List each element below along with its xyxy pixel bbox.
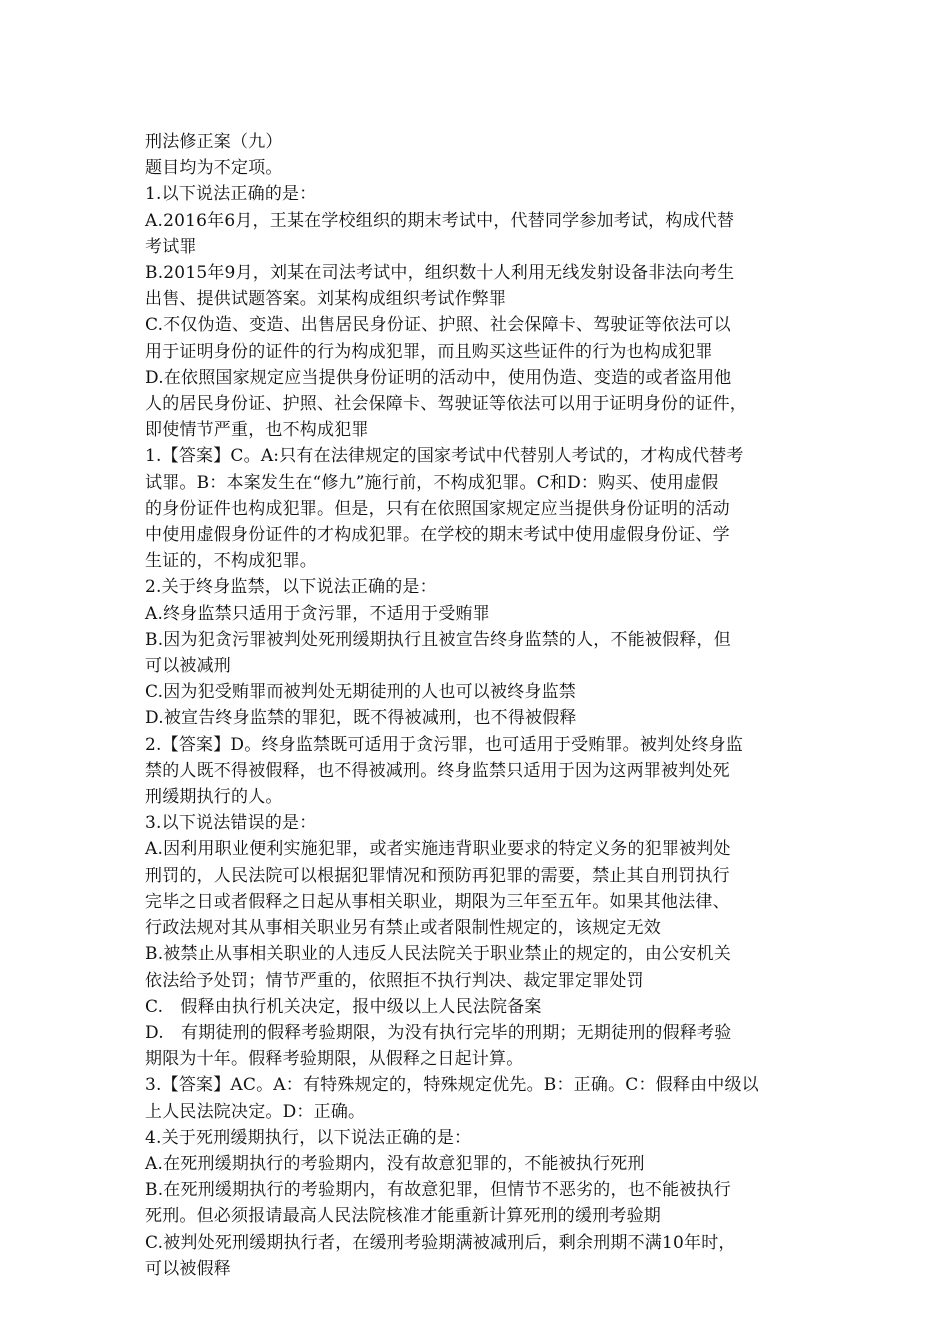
text-line: 1.以下说法正确的是： <box>145 184 317 205</box>
text-line: B.被禁止从事相关职业的人违反人民法院关于职业禁止的规定的，由公安机关 <box>145 944 731 965</box>
text-line: 中使用虚假身份证件的才构成犯罪。在学校的期末考试中使用虚假身份证、学 <box>145 525 730 546</box>
text-line: B.在死刑缓期执行的考验期内，有故意犯罪，但情节不恶劣的，也不能被执行 <box>145 1180 731 1201</box>
text-line: D.被宣告终身监禁的罪犯，既不得被减刑，也不得被假释 <box>145 708 577 729</box>
text-line: A.2016年6月，王某在学校组织的期末考试中，代替同学参加考试，构成代替 <box>145 210 735 231</box>
text-line: 2.关于终身监禁，以下说法正确的是： <box>145 577 437 598</box>
text-line: 刑缓期执行的人。 <box>145 787 283 808</box>
text-line: 4.关于死刑缓期执行，以下说法正确的是： <box>145 1127 472 1148</box>
text-line: 死刑。但必须报请最高人民法院核准才能重新计算死刑的缓刑考验期 <box>145 1206 661 1227</box>
text-line: 可以被假释 <box>145 1258 231 1279</box>
text-line: 用于证明身份的证件的行为构成犯罪，而且购买这些证件的行为也构成犯罪 <box>145 341 713 362</box>
text-line: D. 有期徒刑的假释考验期限，为没有执行完毕的刑期；无期徒刑的假释考验 <box>145 1022 732 1043</box>
text-line: 2.【答案】D。终身监禁既可适用于贪污罪，也可适用于受贿罪。被判处终身监 <box>145 734 744 755</box>
text-line: A.终身监禁只适用于贪污罪，不适用于受贿罪 <box>145 603 490 624</box>
text-line: C.被判处死刑缓期执行者，在缓刑考验期满被减刑后，剩余刑期不满10年时， <box>145 1232 736 1253</box>
text-line: 刑罚的，人民法院可以根据犯罪情况和预防再犯罪的需要，禁止其自刑罚执行 <box>145 865 730 886</box>
text-line: B.2015年9月，刘某在司法考试中，组织数十人利用无线发射设备非法向考生 <box>145 263 735 284</box>
text-line: 出售、提供试题答案。刘某构成组织考试作弊罪 <box>145 289 507 310</box>
text-line: C. 假释由执行机关决定，报中级以上人民法院备案 <box>145 996 542 1017</box>
text-line: 期限为十年。假释考验期限，从假释之日起计算。 <box>145 1049 524 1070</box>
text-line: 3.【答案】AC。A：有特殊规定的，特殊规定优先。B：正确。C：假释由中级以 <box>145 1075 759 1096</box>
text-line: 的身份证件也构成犯罪。但是，只有在依照国家规定应当提供身份证明的活动 <box>145 498 730 519</box>
text-line: 行政法规对其从事相关职业另有禁止或者限制性规定的，该规定无效 <box>145 918 661 939</box>
document-title: 刑法修正案（九） <box>145 132 283 152</box>
text-line: C.因为犯受贿罪而被判处无期徒刑的人也可以被终身监禁 <box>145 682 577 703</box>
document-text <box>145 155 810 1282</box>
text-line: 考试罪 <box>145 236 197 257</box>
text-line: 可以被减刑 <box>145 656 231 677</box>
text-line: D.在依照国家规定应当提供身份证明的活动中，使用伪造、变造的或者盗用他 <box>145 367 732 388</box>
text-line: C.不仅伪造、变造、出售居民身份证、护照、社会保障卡、驾驶证等依法可以 <box>145 315 731 336</box>
text-line: A.在死刑缓期执行的考验期内，没有故意犯罪的，不能被执行死刑 <box>145 1153 645 1174</box>
text-line: 即使情节严重，也不构成犯罪 <box>145 420 369 441</box>
text-line: B.因为犯贪污罪被判处死刑缓期执行且被宣告终身监禁的人，不能被假释，但 <box>145 629 731 650</box>
text-line: 3.以下说法错误的是： <box>145 813 317 834</box>
text-line: 试罪。B：本案发生在“修九”施行前，不构成犯罪。C和D：购买、使用虚假 <box>145 472 719 493</box>
document-body <box>145 129 810 1282</box>
text-line: 生证的，不构成犯罪。 <box>145 551 317 572</box>
text-line: 完毕之日或者假释之日起从事相关职业，期限为三年至五年。如果其他法律、 <box>145 891 730 912</box>
text-line: 题目均为不定项。 <box>145 158 283 179</box>
text-line: 上人民法院决定。D：正确。 <box>145 1101 366 1122</box>
text-line: 1.【答案】C。A:只有在法律规定的国家考试中代替别人考试的，才构成代替考 <box>145 446 744 467</box>
text-line: A.因利用职业便利实施犯罪，或者实施违背职业要求的特定义务的犯罪被判处 <box>145 839 731 860</box>
text-line: 禁的人既不得被假释，也不得被减刑。终身监禁只适用于因为这两罪被判处死 <box>145 760 730 781</box>
text-line: 依法给予处罚；情节严重的，依照拒不执行判决、裁定罪定罪处罚 <box>145 970 644 991</box>
text-line: 人的居民身份证、护照、社会保障卡、驾驶证等依法可以用于证明身份的证件， <box>145 394 747 415</box>
